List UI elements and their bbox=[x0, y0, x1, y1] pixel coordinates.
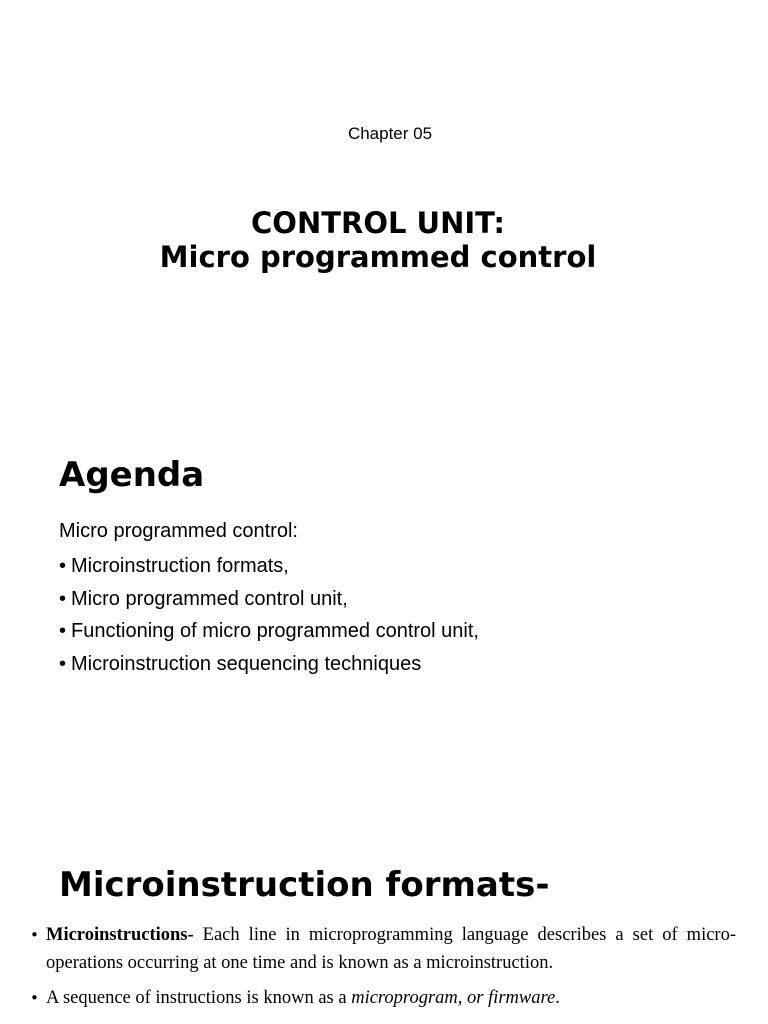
agenda-item bbox=[59, 648, 479, 681]
agenda-item-text: Functioning of micro programmed control unit, bbox=[71, 620, 479, 642]
slide-title-line-2: Micro programmed control bbox=[159, 240, 597, 274]
bullet-icon: • bbox=[30, 989, 39, 1007]
chapter-label: Chapter 05 bbox=[347, 124, 433, 143]
bullet-icon: • bbox=[59, 652, 67, 675]
agenda-item bbox=[59, 615, 479, 648]
agenda-item-text: Micro programmed control unit, bbox=[71, 587, 348, 610]
agenda-item bbox=[59, 550, 479, 583]
slide-title-line-1: CONTROL UNIT: bbox=[251, 206, 505, 240]
bullet-icon: • bbox=[59, 555, 67, 577]
agenda-intro: Micro programmed control: bbox=[59, 520, 298, 542]
bullet-icon: • bbox=[30, 926, 39, 944]
formats-list bbox=[30, 921, 736, 1012]
title-slide bbox=[0, 0, 768, 400]
point-text: Each line in microprogramming language describes a set of micro-operations occurring at one time and is known as a microinstruction. bbox=[46, 925, 736, 973]
point-text: A sequence of instructions is known as a bbox=[46, 988, 352, 1008]
formats-point bbox=[30, 984, 736, 1012]
term-microinstructions: Microinstructions- bbox=[46, 925, 194, 945]
bullet-icon: • bbox=[59, 620, 67, 642]
bullet-icon: • bbox=[59, 587, 67, 610]
agenda-item bbox=[59, 583, 479, 616]
slide-title bbox=[0, 206, 756, 274]
agenda-item-text: Microinstruction sequencing techniques bbox=[71, 652, 422, 675]
formats-point bbox=[30, 921, 736, 977]
agenda-item-text: Microinstruction formats, bbox=[71, 555, 289, 577]
agenda-list bbox=[59, 550, 479, 680]
term-microprogram: microprogram, or firmware bbox=[351, 988, 556, 1008]
point-text-end: . bbox=[555, 988, 560, 1008]
agenda-heading: Agenda bbox=[59, 455, 205, 495]
formats-heading: Microinstruction formats- bbox=[59, 865, 550, 905]
